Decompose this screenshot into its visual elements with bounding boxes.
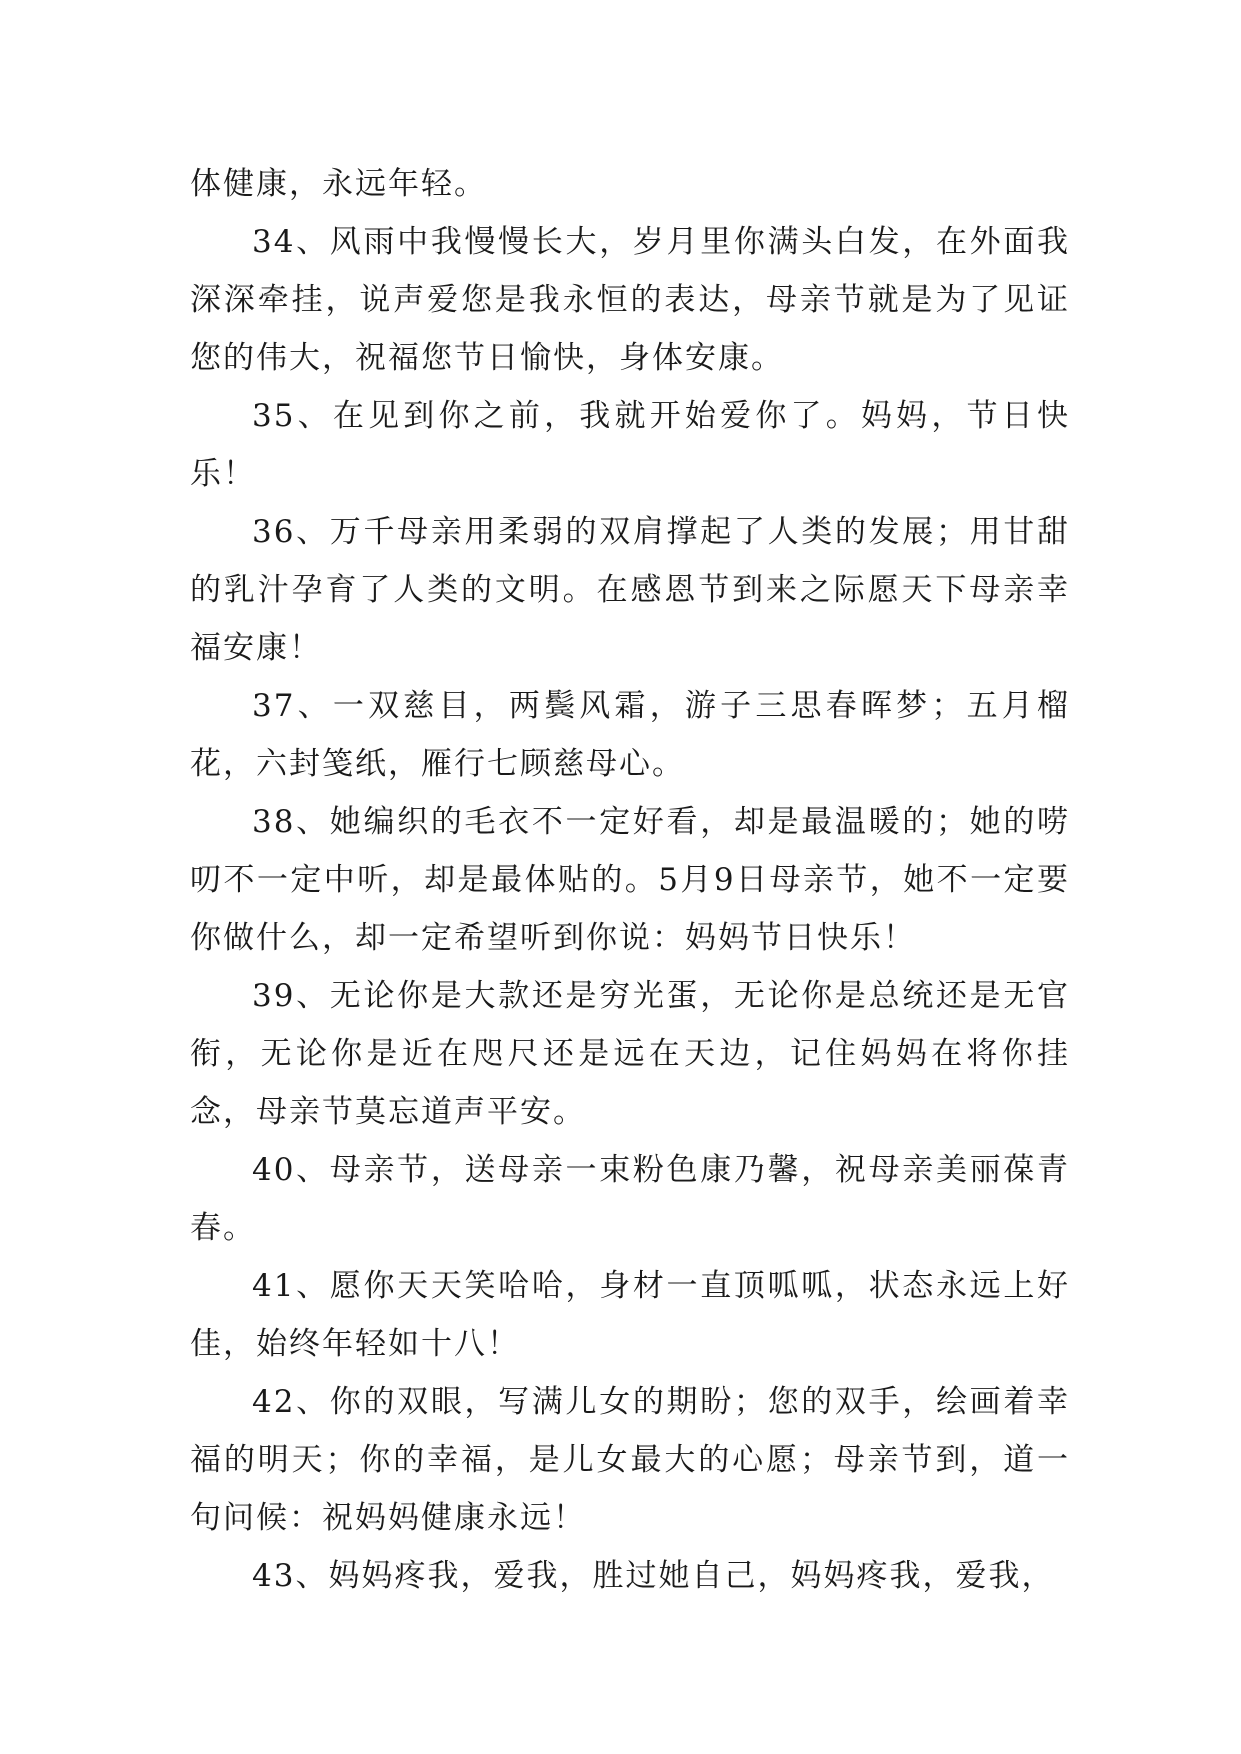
paragraph-item-38: 38、她编织的毛衣不一定好看，却是最温暖的；她的唠叨不一定中听，却是最体贴的。5月9日母亲节，她不一定要你做什么，却一定希望听到你说：妈妈节日快乐！ [190,804,1070,956]
paragraph-item-41: 41、愿你天天笑哈哈，身材一直顶呱呱，状态永远上好佳，始终年轻如十八！ [190,1268,1070,1362]
paragraph-item-40: 40、母亲节，送母亲一束粉色康乃馨，祝母亲美丽葆青春。 [190,1152,1070,1246]
paragraph-item-35: 35、在见到你之前，我就开始爱你了。妈妈，节日快乐！ [190,398,1070,492]
paragraph-item-39: 39、无论你是大款还是穷光蛋，无论你是总统还是无官衔，无论你是近在咫尺还是远在天边，记住妈妈在将你挂念，母亲节莫忘道声平安。 [190,978,1070,1130]
paragraph-item-36: 36、万千母亲用柔弱的双肩撑起了人类的发展；用甘甜的乳汁孕育了人类的文明。在感恩节到来之际愿天下母亲幸福安康！ [190,514,1070,666]
paragraph-item-37: 37、一双慈目，两鬓风霜，游子三思春晖梦；五月榴花，六封笺纸，雁行七顾慈母心。 [190,688,1070,782]
document-body [190,155,1070,1605]
paragraph-item-34: 34、风雨中我慢慢长大，岁月里你满头白发，在外面我深深牵挂，说声爱您是我永恒的表达，母亲节就是为了见证您的伟大，祝福您节日愉快，身体安康。 [190,224,1070,376]
paragraph-continuation: 体健康，永远年轻。 [190,166,487,202]
paragraph-item-42: 42、你的双眼，写满儿女的期盼；您的双手，绘画着幸福的明天；你的幸福，是儿女最大的心愿；母亲节到，道一句问候：祝妈妈健康永远！ [190,1384,1070,1536]
paragraph-item-43: 43、妈妈疼我，爱我，胜过她自己，妈妈疼我，爱我， [252,1558,1055,1594]
